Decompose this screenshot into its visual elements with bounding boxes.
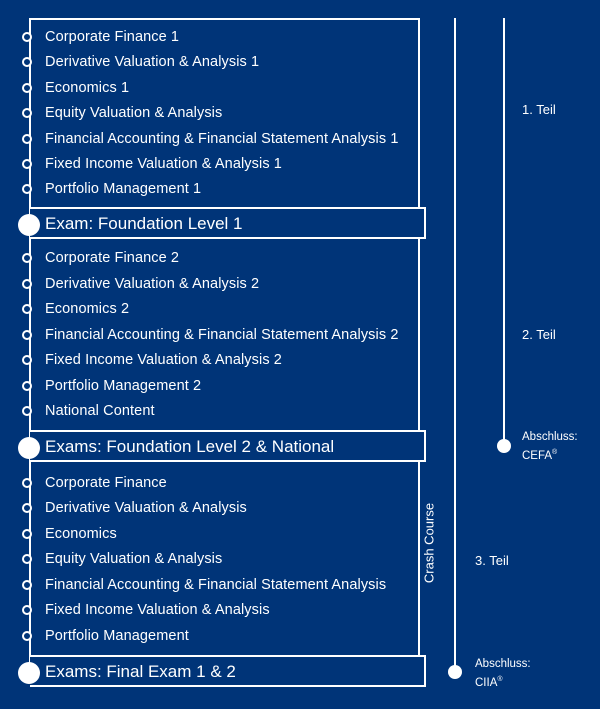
node-icon <box>22 57 32 67</box>
list-item: Fixed Income Valuation & Analysis 1 <box>22 154 282 174</box>
list-item: Financial Accounting & Financial Statement Analysis 2 <box>22 325 399 345</box>
list-item: Corporate Finance 2 <box>22 248 179 268</box>
milestone-dot-icon <box>18 437 40 459</box>
node-icon <box>22 355 32 365</box>
node-icon <box>22 631 32 641</box>
list-item: Portfolio Management 2 <box>22 376 201 396</box>
list-item: Corporate Finance <box>22 473 167 493</box>
list-item: Equity Valuation & Analysis <box>22 549 222 569</box>
list-item: Economics 2 <box>22 299 129 319</box>
node-icon <box>22 605 32 615</box>
node-icon <box>22 406 32 416</box>
milestone-dot-icon <box>18 662 40 684</box>
list-item: Derivative Valuation & Analysis 1 <box>22 52 259 72</box>
node-icon <box>22 503 32 513</box>
list-item: Economics 1 <box>22 78 129 98</box>
milestone-dot-icon <box>18 214 40 236</box>
list-item: Portfolio Management 1 <box>22 179 201 199</box>
teil-1-label: 1. Teil <box>522 102 556 117</box>
teil-3-label: 3. Teil <box>475 553 509 568</box>
ciia-outcome: Abschluss: CIIA® <box>475 658 531 689</box>
node-icon <box>22 253 32 263</box>
node-icon <box>22 330 32 340</box>
exam-foundation-level-2-national: Exams: Foundation Level 2 & National <box>30 430 426 462</box>
list-item: Equity Valuation & Analysis <box>22 103 222 123</box>
list-item: Fixed Income Valuation & Analysis <box>22 600 270 620</box>
node-icon <box>22 159 32 169</box>
teil-2-label: 2. Teil <box>522 327 556 342</box>
node-icon <box>22 478 32 488</box>
node-icon <box>22 83 32 93</box>
ciia-timeline <box>454 18 456 670</box>
list-item: National Content <box>22 401 155 421</box>
cefa-end-dot <box>497 439 511 453</box>
list-item: Fixed Income Valuation & Analysis 2 <box>22 350 282 370</box>
list-item: Financial Accounting & Financial Statement Analysis 1 <box>22 129 399 149</box>
frame-top <box>29 18 420 20</box>
list-item: Financial Accounting & Financial Statement Analysis <box>22 575 386 595</box>
exam-final-exam: Exams: Final Exam 1 & 2 <box>30 655 426 687</box>
list-item: Economics <box>22 524 117 544</box>
exam-foundation-level-1: Exam: Foundation Level 1 <box>30 207 426 239</box>
node-icon <box>22 134 32 144</box>
list-item: Corporate Finance 1 <box>22 27 179 47</box>
list-item: Derivative Valuation & Analysis 2 <box>22 274 259 294</box>
node-icon <box>22 184 32 194</box>
cefa-outcome: Abschluss: CEFA® <box>522 431 578 462</box>
cefa-timeline <box>503 18 505 442</box>
node-icon <box>22 580 32 590</box>
node-icon <box>22 554 32 564</box>
node-icon <box>22 32 32 42</box>
list-item: Derivative Valuation & Analysis <box>22 498 247 518</box>
ciia-end-dot <box>448 665 462 679</box>
node-icon <box>22 108 32 118</box>
crash-course-label: Crash Course <box>421 502 437 584</box>
list-item: Portfolio Management <box>22 626 189 646</box>
node-icon <box>22 304 32 314</box>
node-icon <box>22 279 32 289</box>
node-icon <box>22 529 32 539</box>
node-icon <box>22 381 32 391</box>
